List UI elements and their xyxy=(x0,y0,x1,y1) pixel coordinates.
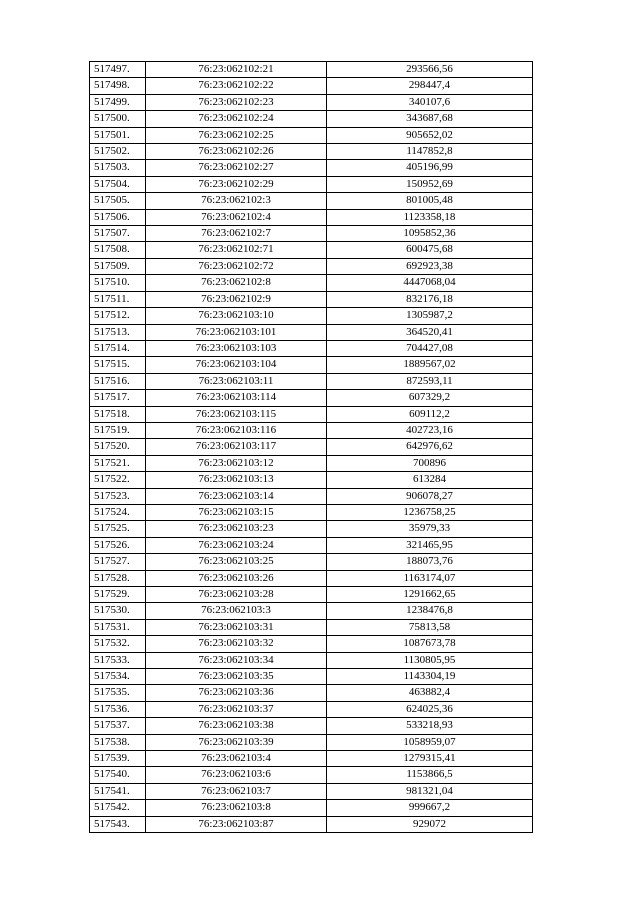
cadastral-value-cell: 1147852,8 xyxy=(327,144,533,160)
cadastral-value-cell: 364520,41 xyxy=(327,324,533,340)
row-number-cell: 517503. xyxy=(90,160,146,176)
row-number-cell: 517524. xyxy=(90,504,146,520)
row-number-cell: 517500. xyxy=(90,111,146,127)
row-number-cell: 517508. xyxy=(90,242,146,258)
cadastral-number-cell: 76:23:062103:104 xyxy=(146,357,327,373)
row-number-cell: 517527. xyxy=(90,554,146,570)
row-number-cell: 517542. xyxy=(90,800,146,816)
row-number-cell: 517497. xyxy=(90,62,146,78)
row-number-cell: 517506. xyxy=(90,209,146,225)
cadastral-value-cell: 321465,95 xyxy=(327,537,533,553)
table-row xyxy=(90,226,533,242)
row-number-cell: 517541. xyxy=(90,783,146,799)
cadastral-value-cell: 700896 xyxy=(327,455,533,471)
table-row xyxy=(90,521,533,537)
cadastral-value-cell: 343687,68 xyxy=(327,111,533,127)
row-number-cell: 517540. xyxy=(90,767,146,783)
cadastral-value-cell: 1238476,8 xyxy=(327,603,533,619)
row-number-cell: 517520. xyxy=(90,439,146,455)
cadastral-number-cell: 76:23:062102:7 xyxy=(146,226,327,242)
cadastral-number-cell: 76:23:062103:31 xyxy=(146,619,327,635)
cadastral-number-cell: 76:23:062103:12 xyxy=(146,455,327,471)
table-row xyxy=(90,439,533,455)
cadastral-value-cell: 906078,27 xyxy=(327,488,533,504)
cadastral-number-cell: 76:23:062102:3 xyxy=(146,193,327,209)
table-row xyxy=(90,324,533,340)
table-row xyxy=(90,488,533,504)
cadastral-number-cell: 76:23:062103:32 xyxy=(146,636,327,652)
table-row xyxy=(90,406,533,422)
cadastral-number-cell: 76:23:062103:116 xyxy=(146,422,327,438)
cadastral-number-cell: 76:23:062103:101 xyxy=(146,324,327,340)
cadastral-number-cell: 76:23:062103:23 xyxy=(146,521,327,537)
cadastral-number-cell: 76:23:062103:114 xyxy=(146,390,327,406)
row-number-cell: 517501. xyxy=(90,127,146,143)
cadastral-value-cell: 801005,48 xyxy=(327,193,533,209)
table-row xyxy=(90,275,533,291)
row-number-cell: 517504. xyxy=(90,176,146,192)
cadastral-value-cell: 624025,36 xyxy=(327,701,533,717)
row-number-cell: 517525. xyxy=(90,521,146,537)
cadastral-number-cell: 76:23:062102:8 xyxy=(146,275,327,291)
table-body xyxy=(90,62,533,833)
row-number-cell: 517537. xyxy=(90,718,146,734)
cadastral-number-cell: 76:23:062103:7 xyxy=(146,783,327,799)
row-number-cell: 517514. xyxy=(90,340,146,356)
cadastral-number-cell: 76:23:062103:24 xyxy=(146,537,327,553)
cadastral-value-cell: 75813,58 xyxy=(327,619,533,635)
row-number-cell: 517498. xyxy=(90,78,146,94)
cadastral-number-cell: 76:23:062103:4 xyxy=(146,751,327,767)
cadastral-number-cell: 76:23:062102:72 xyxy=(146,258,327,274)
table-row xyxy=(90,62,533,78)
table-row xyxy=(90,340,533,356)
table-row xyxy=(90,127,533,143)
cadastral-value-cell: 4447068,04 xyxy=(327,275,533,291)
table-row xyxy=(90,537,533,553)
row-number-cell: 517534. xyxy=(90,669,146,685)
cadastral-value-cell: 188073,76 xyxy=(327,554,533,570)
cadastral-value-cell: 1143304,19 xyxy=(327,669,533,685)
cadastral-number-cell: 76:23:062103:115 xyxy=(146,406,327,422)
row-number-cell: 517535. xyxy=(90,685,146,701)
row-number-cell: 517543. xyxy=(90,816,146,832)
cadastral-number-cell: 76:23:062102:22 xyxy=(146,78,327,94)
cadastral-number-cell: 76:23:062103:15 xyxy=(146,504,327,520)
row-number-cell: 517502. xyxy=(90,144,146,160)
cadastral-value-cell: 1095852,36 xyxy=(327,226,533,242)
row-number-cell: 517529. xyxy=(90,587,146,603)
cadastral-value-cell: 293566,56 xyxy=(327,62,533,78)
cadastral-value-cell: 872593,11 xyxy=(327,373,533,389)
cadastral-value-cell: 35979,33 xyxy=(327,521,533,537)
cadastral-number-cell: 76:23:062103:35 xyxy=(146,669,327,685)
cadastral-number-cell: 76:23:062102:25 xyxy=(146,127,327,143)
table-row xyxy=(90,554,533,570)
cadastral-value-cell: 929072 xyxy=(327,816,533,832)
table-row xyxy=(90,258,533,274)
table-row xyxy=(90,603,533,619)
table-row xyxy=(90,390,533,406)
row-number-cell: 517510. xyxy=(90,275,146,291)
cadastral-number-cell: 76:23:062103:38 xyxy=(146,718,327,734)
row-number-cell: 517532. xyxy=(90,636,146,652)
cadastral-value-cell: 340107,6 xyxy=(327,94,533,110)
cadastral-number-cell: 76:23:062103:25 xyxy=(146,554,327,570)
cadastral-value-cell: 832176,18 xyxy=(327,291,533,307)
row-number-cell: 517530. xyxy=(90,603,146,619)
row-number-cell: 517519. xyxy=(90,422,146,438)
cadastral-number-cell: 76:23:062103:34 xyxy=(146,652,327,668)
cadastral-number-cell: 76:23:062103:14 xyxy=(146,488,327,504)
cadastral-value-cell: 1889567,02 xyxy=(327,357,533,373)
cadastral-value-cell: 704427,08 xyxy=(327,340,533,356)
table-row xyxy=(90,669,533,685)
table-row xyxy=(90,587,533,603)
cadastral-number-cell: 76:23:062103:36 xyxy=(146,685,327,701)
cadastral-value-cell: 1087673,78 xyxy=(327,636,533,652)
table-row xyxy=(90,422,533,438)
table-row xyxy=(90,816,533,832)
cadastral-number-cell: 76:23:062102:24 xyxy=(146,111,327,127)
cadastral-number-cell: 76:23:062103:13 xyxy=(146,472,327,488)
row-number-cell: 517531. xyxy=(90,619,146,635)
cadastral-value-cell: 692923,38 xyxy=(327,258,533,274)
row-number-cell: 517516. xyxy=(90,373,146,389)
table-row xyxy=(90,357,533,373)
row-number-cell: 517536. xyxy=(90,701,146,717)
table-row xyxy=(90,144,533,160)
table-row xyxy=(90,718,533,734)
table-row xyxy=(90,800,533,816)
cadastral-value-cell: 981321,04 xyxy=(327,783,533,799)
table-row xyxy=(90,94,533,110)
table-row xyxy=(90,636,533,652)
cadastral-value-cell: 1163174,07 xyxy=(327,570,533,586)
table-row xyxy=(90,176,533,192)
row-number-cell: 517517. xyxy=(90,390,146,406)
cadastral-number-cell: 76:23:062102:9 xyxy=(146,291,327,307)
row-number-cell: 517523. xyxy=(90,488,146,504)
cadastral-number-cell: 76:23:062102:21 xyxy=(146,62,327,78)
cadastral-number-cell: 76:23:062102:26 xyxy=(146,144,327,160)
cadastral-number-cell: 76:23:062102:23 xyxy=(146,94,327,110)
cadastral-value-cell: 600475,68 xyxy=(327,242,533,258)
table-row xyxy=(90,685,533,701)
table-row xyxy=(90,291,533,307)
cadastral-number-cell: 76:23:062103:6 xyxy=(146,767,327,783)
cadastral-value-cell: 607329,2 xyxy=(327,390,533,406)
cadastral-number-cell: 76:23:062102:4 xyxy=(146,209,327,225)
row-number-cell: 517513. xyxy=(90,324,146,340)
cadastral-number-cell: 76:23:062103:26 xyxy=(146,570,327,586)
row-number-cell: 517533. xyxy=(90,652,146,668)
row-number-cell: 517521. xyxy=(90,455,146,471)
cadastral-number-cell: 76:23:062103:3 xyxy=(146,603,327,619)
table-row xyxy=(90,209,533,225)
cadastral-value-cell: 1058959,07 xyxy=(327,734,533,750)
table-row xyxy=(90,734,533,750)
table-row xyxy=(90,373,533,389)
cadastral-number-cell: 76:23:062103:103 xyxy=(146,340,327,356)
cadastral-value-cell: 463882,4 xyxy=(327,685,533,701)
table-row xyxy=(90,111,533,127)
cadastral-number-cell: 76:23:062103:39 xyxy=(146,734,327,750)
cadastral-number-cell: 76:23:062103:117 xyxy=(146,439,327,455)
table-row xyxy=(90,455,533,471)
cadastral-value-cell: 150952,69 xyxy=(327,176,533,192)
cadastral-value-cell: 905652,02 xyxy=(327,127,533,143)
cadastral-value-cell: 298447,4 xyxy=(327,78,533,94)
row-number-cell: 517505. xyxy=(90,193,146,209)
cadastral-value-cell: 642976,62 xyxy=(327,439,533,455)
cadastral-number-cell: 76:23:062102:27 xyxy=(146,160,327,176)
cadastral-value-cell: 1291662,65 xyxy=(327,587,533,603)
cadastral-value-cell: 1305987,2 xyxy=(327,308,533,324)
table-row xyxy=(90,193,533,209)
row-number-cell: 517528. xyxy=(90,570,146,586)
row-number-cell: 517526. xyxy=(90,537,146,553)
cadastral-number-cell: 76:23:062103:87 xyxy=(146,816,327,832)
table-row xyxy=(90,767,533,783)
cadastral-number-cell: 76:23:062103:37 xyxy=(146,701,327,717)
cadastral-value-cell: 1123358,18 xyxy=(327,209,533,225)
cadastral-number-cell: 76:23:062102:29 xyxy=(146,176,327,192)
cadastral-value-cell: 402723,16 xyxy=(327,422,533,438)
row-number-cell: 517511. xyxy=(90,291,146,307)
table-row xyxy=(90,619,533,635)
table-row xyxy=(90,783,533,799)
cadastral-value-cell: 1153866,5 xyxy=(327,767,533,783)
row-number-cell: 517522. xyxy=(90,472,146,488)
cadastral-value-cell: 1279315,41 xyxy=(327,751,533,767)
row-number-cell: 517499. xyxy=(90,94,146,110)
row-number-cell: 517539. xyxy=(90,751,146,767)
cadastral-value-cell: 1236758,25 xyxy=(327,504,533,520)
cadastral-value-cell: 609112,2 xyxy=(327,406,533,422)
cadastral-value-cell: 533218,93 xyxy=(327,718,533,734)
cadastral-number-cell: 76:23:062102:71 xyxy=(146,242,327,258)
cadastral-value-cell: 613284 xyxy=(327,472,533,488)
cadastral-value-table xyxy=(89,61,533,833)
table-row xyxy=(90,78,533,94)
row-number-cell: 517512. xyxy=(90,308,146,324)
row-number-cell: 517518. xyxy=(90,406,146,422)
row-number-cell: 517507. xyxy=(90,226,146,242)
table-row xyxy=(90,652,533,668)
row-number-cell: 517515. xyxy=(90,357,146,373)
cadastral-number-cell: 76:23:062103:10 xyxy=(146,308,327,324)
row-number-cell: 517538. xyxy=(90,734,146,750)
cadastral-value-cell: 999667,2 xyxy=(327,800,533,816)
cadastral-number-cell: 76:23:062103:8 xyxy=(146,800,327,816)
cadastral-number-cell: 76:23:062103:11 xyxy=(146,373,327,389)
table-row xyxy=(90,701,533,717)
table-row xyxy=(90,751,533,767)
table-row xyxy=(90,308,533,324)
table-row xyxy=(90,242,533,258)
cadastral-number-cell: 76:23:062103:28 xyxy=(146,587,327,603)
table-row xyxy=(90,472,533,488)
row-number-cell: 517509. xyxy=(90,258,146,274)
table-row xyxy=(90,504,533,520)
cadastral-value-cell: 1130805,95 xyxy=(327,652,533,668)
table-row xyxy=(90,160,533,176)
table-row xyxy=(90,570,533,586)
cadastral-value-cell: 405196,99 xyxy=(327,160,533,176)
